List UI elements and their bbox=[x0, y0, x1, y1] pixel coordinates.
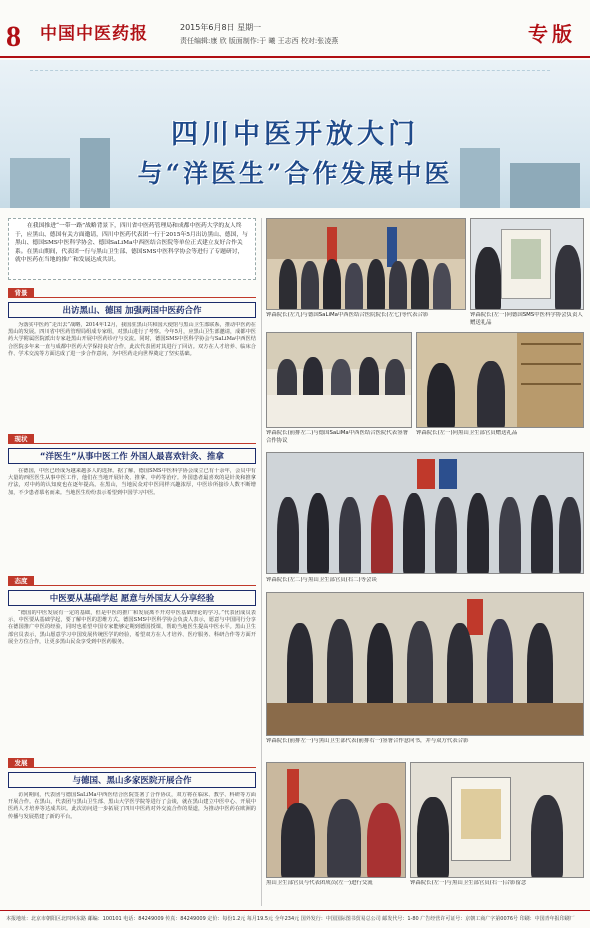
section-rule bbox=[34, 443, 256, 444]
souvenir-photo bbox=[410, 762, 584, 878]
photo-caption: 钟森院长(左九)与德国SaLiMa中西医结合医院院长(左七)等代表合影 bbox=[266, 312, 429, 318]
section-body-attitude: “德国的中医发展有一定的基础，但是中医的推广和发展离不开对中医基础理论的学习。”代表团成员表示，中医要从基础学起，要了解中医的思维方式。德国SMS中医科学协会负责人表示，愿意与中国同行分享在德国推广中医的经验，同时也希望中国专家能够定期到德国授课，帮助当地医生提高中医水平。黑山卫生部官员表示，黑山愿意学习中国发展传统医学的经验，希望双方在人才培养、医疗服务、科研合作等方面开展全方位合作，让更多黑山民众享受到中医药服务。 bbox=[8, 610, 256, 645]
intro-paragraph: 在我国推进“一带一路”战略背景下，四川省中医药管理局和成都中医药大学的友人终于，应黑山、德国有关方面邀请，四川中医药代表团一行于2015年5月出访黑山、德国，与黑山、德国SMS中医科学协会、德国SaLiMa中西医结合医院等单位正式建立友好合作关系。在黑山期间，代表团一行与黑山卫生部、德国SMS中医科学协会等进行了专题研讨，就中医药在当地的推广和发展达成共识。 bbox=[8, 218, 256, 280]
publication-footer: 本报地址：北京市朝阳区北四环东路 邮编：100101 电话：84249009 传真：84249009 定价：每份1.2元 每月19.5元 全年234元 国外发行：中国国际图书贸易总公司 邮发代号：1-80 广告经营许可证号：京朝工商广字第0076号 印刷：中国青年报印刷厂 bbox=[0, 910, 590, 928]
column-divider bbox=[261, 218, 262, 906]
section-tag-background: 背景 bbox=[8, 288, 34, 298]
section-title-development: 与德国、黑山多家医院开展合作 bbox=[8, 772, 256, 788]
masthead bbox=[0, 0, 590, 58]
signing-ceremony-photo bbox=[266, 592, 584, 736]
headline-line-2: 与“洋医生”合作发展中医 bbox=[137, 159, 453, 188]
section-rule bbox=[34, 585, 256, 586]
section-body-development: 访问期间，代表团与德国SaLiMa中西医结合医院签署了合作协议，双方将在临床、教学、科研等方面开展合作。在黑山，代表团与黑山卫生部、黑山大学医学院等进行了会谈，就在黑山建立中医中心、开展中医药人才培养等达成共识。此次访问进一步拓展了四川中医药对外交流合作的渠道，为推动中医药在欧洲的传播与发展搭建了新的平台。 bbox=[8, 792, 256, 820]
section-rule bbox=[34, 767, 256, 768]
group-photo bbox=[266, 218, 466, 310]
photo-caption: 钟森院长(左一)向德国SMS中医科学协会负责人赠送礼品 bbox=[470, 312, 583, 326]
issue-date: 2015年6月8日 星期一 bbox=[180, 23, 262, 32]
gift-photo bbox=[470, 218, 584, 310]
photo-caption: 钟森院长(左一)向黑山卫生部官员赠送礼品 bbox=[416, 430, 518, 436]
photo-caption: 钟森院长(左一)与黑山卫生部官员(右一)合影留念 bbox=[410, 880, 527, 886]
exchange-photo bbox=[266, 762, 406, 878]
photo-caption: 黑山卫生部官员与代表团成员(左一)进行交流 bbox=[266, 880, 373, 886]
editor-credits: 责任编辑:康 欣 版面制作:于 曦 王志西 校对:张凌燕 bbox=[180, 37, 339, 45]
photo-caption: 钟森院长(左二)与黑山卫生部官员(右二)等会谈 bbox=[266, 577, 377, 583]
photo-caption: 钟森院长(前排左二)与德国SaLiMa中西医结合医院代表签署合作协议 bbox=[266, 430, 408, 444]
newspaper-logo: 中国中医药报 bbox=[40, 24, 148, 44]
meeting-photo bbox=[266, 452, 584, 574]
signing-photo bbox=[266, 332, 412, 428]
headline-line-1: 四川中医开放大门 bbox=[171, 119, 419, 150]
section-title-background: 出访黑山、德国 加强两国中医药合作 bbox=[8, 302, 256, 318]
banner-decoration bbox=[30, 70, 550, 110]
section-title-attitude: 中医要从基础学起 愿意与外国友人分享经验 bbox=[8, 590, 256, 606]
section-tag-development: 发展 bbox=[8, 758, 34, 768]
section-tag-attitude: 态度 bbox=[8, 576, 34, 586]
section-body-background: 为落实中医药“走出去”战略，2014年12月，我国驻黑山共和国大使馆与黑山卫生部联系，推动中医药在黑山的发展。四川省中医药管理局组成专家组，对黑山进行了考察。今年5月，应黑山卫生部邀请，成都中医药大学附属医院派出专家赴黑山开展中医药诊疗与交流。同时，德国SMS中医科学协会与SaLiMa中西医结合医院多年来一直与成都中医药大学保持良好合作，此次代表团对其进行了回访。双方在人才培养、临床合作、学术交流等方面达成了进一步合作意向，为中医药走向世界奠定了坚实基础。 bbox=[8, 322, 256, 357]
gift-photo-2 bbox=[416, 332, 584, 428]
section-body-status: 在德国，中医已经成为越来越多人的选择。据了解，德国SMS中医科学协会成立已有十余年，会员中有大量的西医医生从事中医工作，他们在当地开展针灸、推拿、中药等治疗。外国患者最喜欢的是针灸和推拿疗法，对中药的认知度也在逐年提高。在黑山，当地民众对中医同样兴趣浓厚，中医诊所接诊人数不断增加，不少患者慕名而来。当地医生纷纷表示希望到中国学习中医。 bbox=[8, 468, 256, 496]
section-name: 专版 bbox=[528, 22, 576, 46]
headline-banner bbox=[0, 60, 590, 208]
section-rule bbox=[34, 297, 256, 298]
section-tag-status: 现状 bbox=[8, 434, 34, 444]
section-title-status: “洋医生”从事中医工作 外国人最喜欢针灸、推拿 bbox=[8, 448, 256, 464]
photo-caption: 钟森院长(前排左一)与黑山卫生部代表(前排右一)签署合作意向书，并与双方代表合影 bbox=[266, 738, 469, 744]
page-number: 8 bbox=[6, 20, 21, 53]
